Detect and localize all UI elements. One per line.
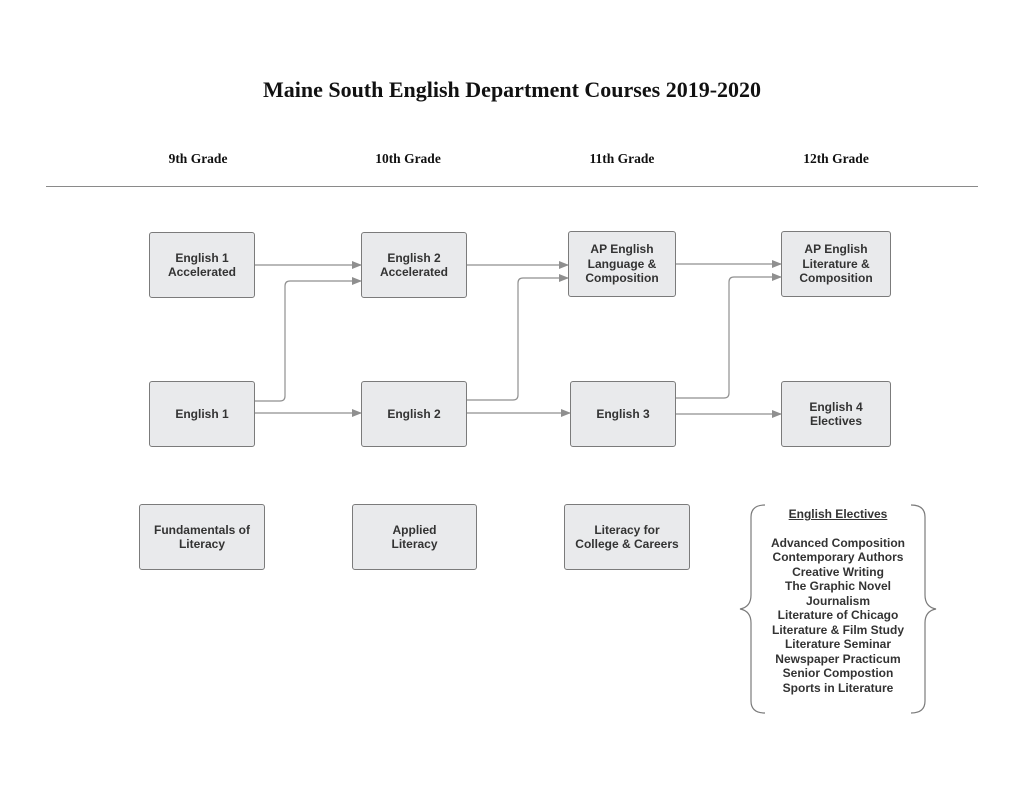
course-english2: English 2 bbox=[361, 381, 467, 447]
elective-item: Contemporary Authors bbox=[772, 550, 904, 564]
course-english2-accelerated: English 2 Accelerated bbox=[361, 232, 467, 298]
elective-item: Sports in Literature bbox=[782, 680, 894, 695]
elective-item: Literature of Chicago bbox=[777, 608, 899, 622]
arrow-eng1-to-eng2acc bbox=[255, 281, 361, 401]
elective-item: Literature & Film Study bbox=[771, 622, 905, 637]
elective-item: Newspaper Practicum bbox=[775, 651, 901, 666]
grade-header-9: 9th Grade bbox=[168, 151, 228, 166]
elective-item: Literature Seminar bbox=[784, 637, 892, 651]
grade-header-12: 12th Grade bbox=[803, 151, 869, 166]
course-english1: English 1 bbox=[149, 381, 255, 447]
electives-list bbox=[738, 507, 938, 695]
electives-heading: English Electives bbox=[788, 507, 888, 521]
electives-group bbox=[738, 503, 938, 715]
grade-header-11: 11th Grade bbox=[589, 151, 655, 166]
page-title: Maine South English Department Courses 2019-2020 bbox=[262, 77, 762, 102]
course-ap-literature: AP English Literature & Composition bbox=[781, 231, 891, 297]
arrow-eng3-to-aplit bbox=[676, 277, 781, 398]
course-english1-accelerated: English 1 Accelerated bbox=[149, 232, 255, 298]
elective-item: Journalism bbox=[805, 593, 871, 608]
grade-header-10: 10th Grade bbox=[375, 151, 441, 166]
elective-item: Creative Writing bbox=[792, 564, 884, 579]
course-fundamentals-literacy: Fundamentals of Literacy bbox=[139, 504, 265, 570]
course-literacy-college-careers: Literacy for College & Careers bbox=[564, 504, 690, 570]
course-ap-language: AP English Language & Composition bbox=[568, 231, 676, 297]
course-english4-electives: English 4 Electives bbox=[781, 381, 891, 447]
elective-item: The Graphic Novel bbox=[784, 579, 892, 593]
arrow-eng2-to-aplang bbox=[467, 278, 568, 400]
elective-item: Senior Compostion bbox=[782, 666, 894, 680]
elective-item: Advanced Composition bbox=[770, 535, 905, 550]
course-english3: English 3 bbox=[570, 381, 676, 447]
course-applied-literacy: Applied Literacy bbox=[352, 504, 477, 570]
